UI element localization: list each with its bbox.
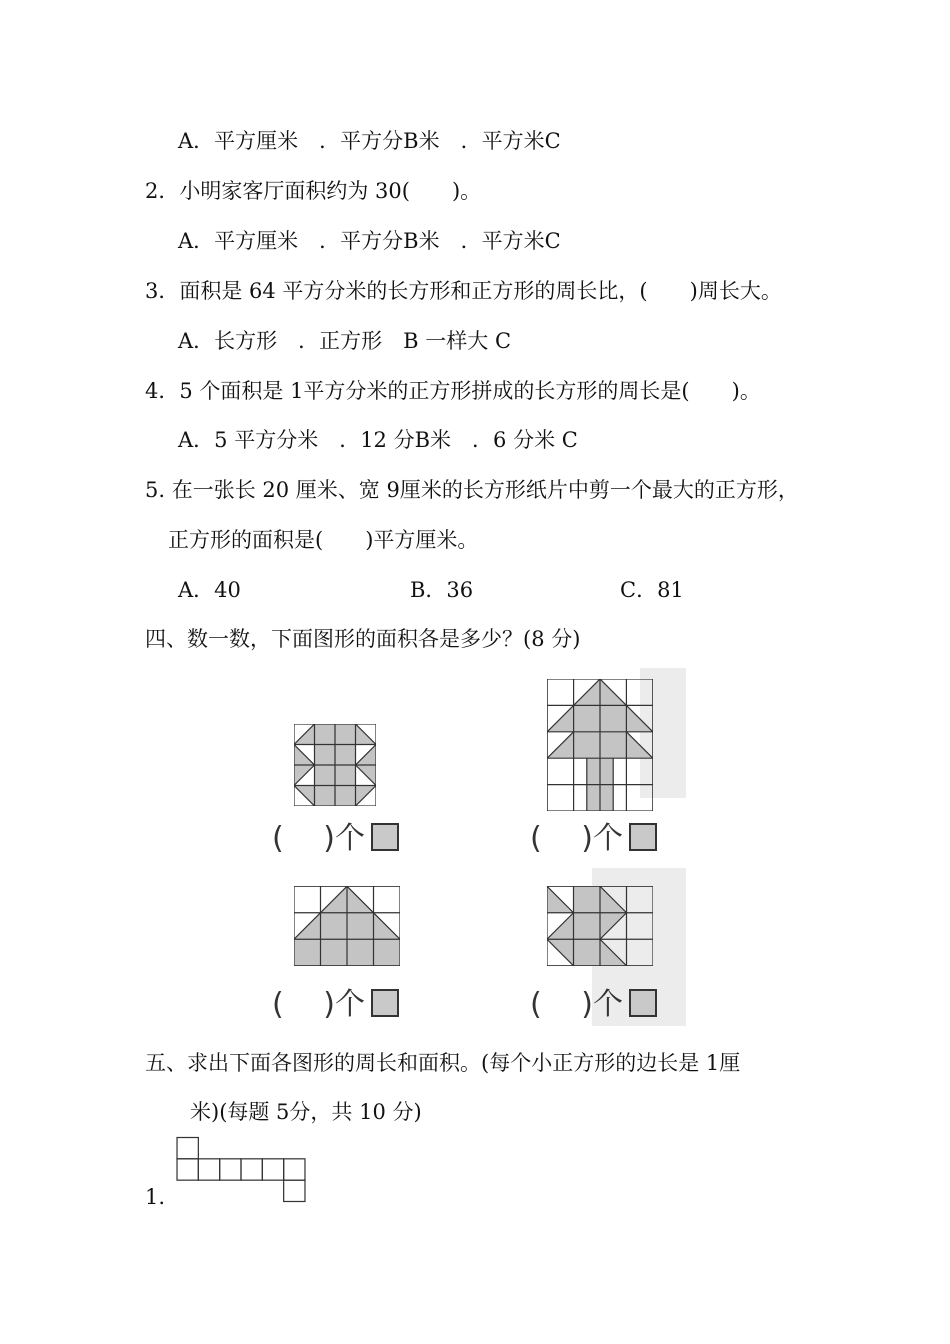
q5-option-c: C．81 xyxy=(620,578,684,602)
figure-3-grid xyxy=(294,886,400,966)
figure-1-answer xyxy=(272,822,399,856)
answer-label: ( )个 xyxy=(530,987,623,1022)
q4-options: A．5 平方分米 ．12 分B米 ．6 分米 C xyxy=(178,428,578,452)
section5-title-line2: 米)(每题 5分，共 10 分) xyxy=(190,1100,422,1124)
figure-2-grid xyxy=(547,679,653,811)
unit-square-icon xyxy=(629,989,657,1017)
q5-stem-line2: 正方形的面积是( )平方厘米。 xyxy=(168,528,479,552)
section4-title: 四、数一数，下面图形的面积各是多少？(8 分) xyxy=(145,627,581,651)
q5-option-a: A．40 xyxy=(178,578,241,602)
figure-1-grid xyxy=(294,724,376,806)
answer-label: ( )个 xyxy=(530,821,623,856)
figure-4-grid xyxy=(547,886,653,966)
figure-3-answer xyxy=(272,988,399,1022)
unit-square-icon xyxy=(371,989,399,1017)
unit-square-icon xyxy=(629,823,657,851)
section5-item1-label: 1. xyxy=(145,1185,166,1209)
q2-options: A．平方厘米 ．平方分B米 ．平方米C xyxy=(178,229,561,253)
section5-figure-1 xyxy=(176,1136,306,1204)
figure-2-answer xyxy=(530,822,657,856)
q3-stem: 3．面积是 64 平方分米的长方形和正方形的周长比，( )周长大。 xyxy=(145,279,782,303)
unit-square-icon xyxy=(371,823,399,851)
q4-stem: 4．5 个面积是 1平方分米的正方形拼成的长方形的周长是( )。 xyxy=(145,379,761,403)
q3-options: A．长方形 ．正方形 B 一样大 C xyxy=(178,329,512,353)
section5-title-line1: 五、求出下面各图形的周长和面积。(每个小正方形的边长是 1厘 xyxy=(145,1051,741,1075)
q2-stem: 2．小明家客厅面积约为 30( )。 xyxy=(145,179,482,203)
answer-label: ( )个 xyxy=(272,987,365,1022)
q1-options: A．平方厘米 ．平方分B米 ．平方米C xyxy=(178,129,561,153)
q5-stem-line1: 5. 在一张长 20 厘米、宽 9厘米的长方形纸片中剪一个最大的正方形， xyxy=(145,478,799,502)
figure-4-answer xyxy=(530,988,657,1022)
answer-label: ( )个 xyxy=(272,821,365,856)
q5-option-b: B．36 xyxy=(410,578,474,602)
